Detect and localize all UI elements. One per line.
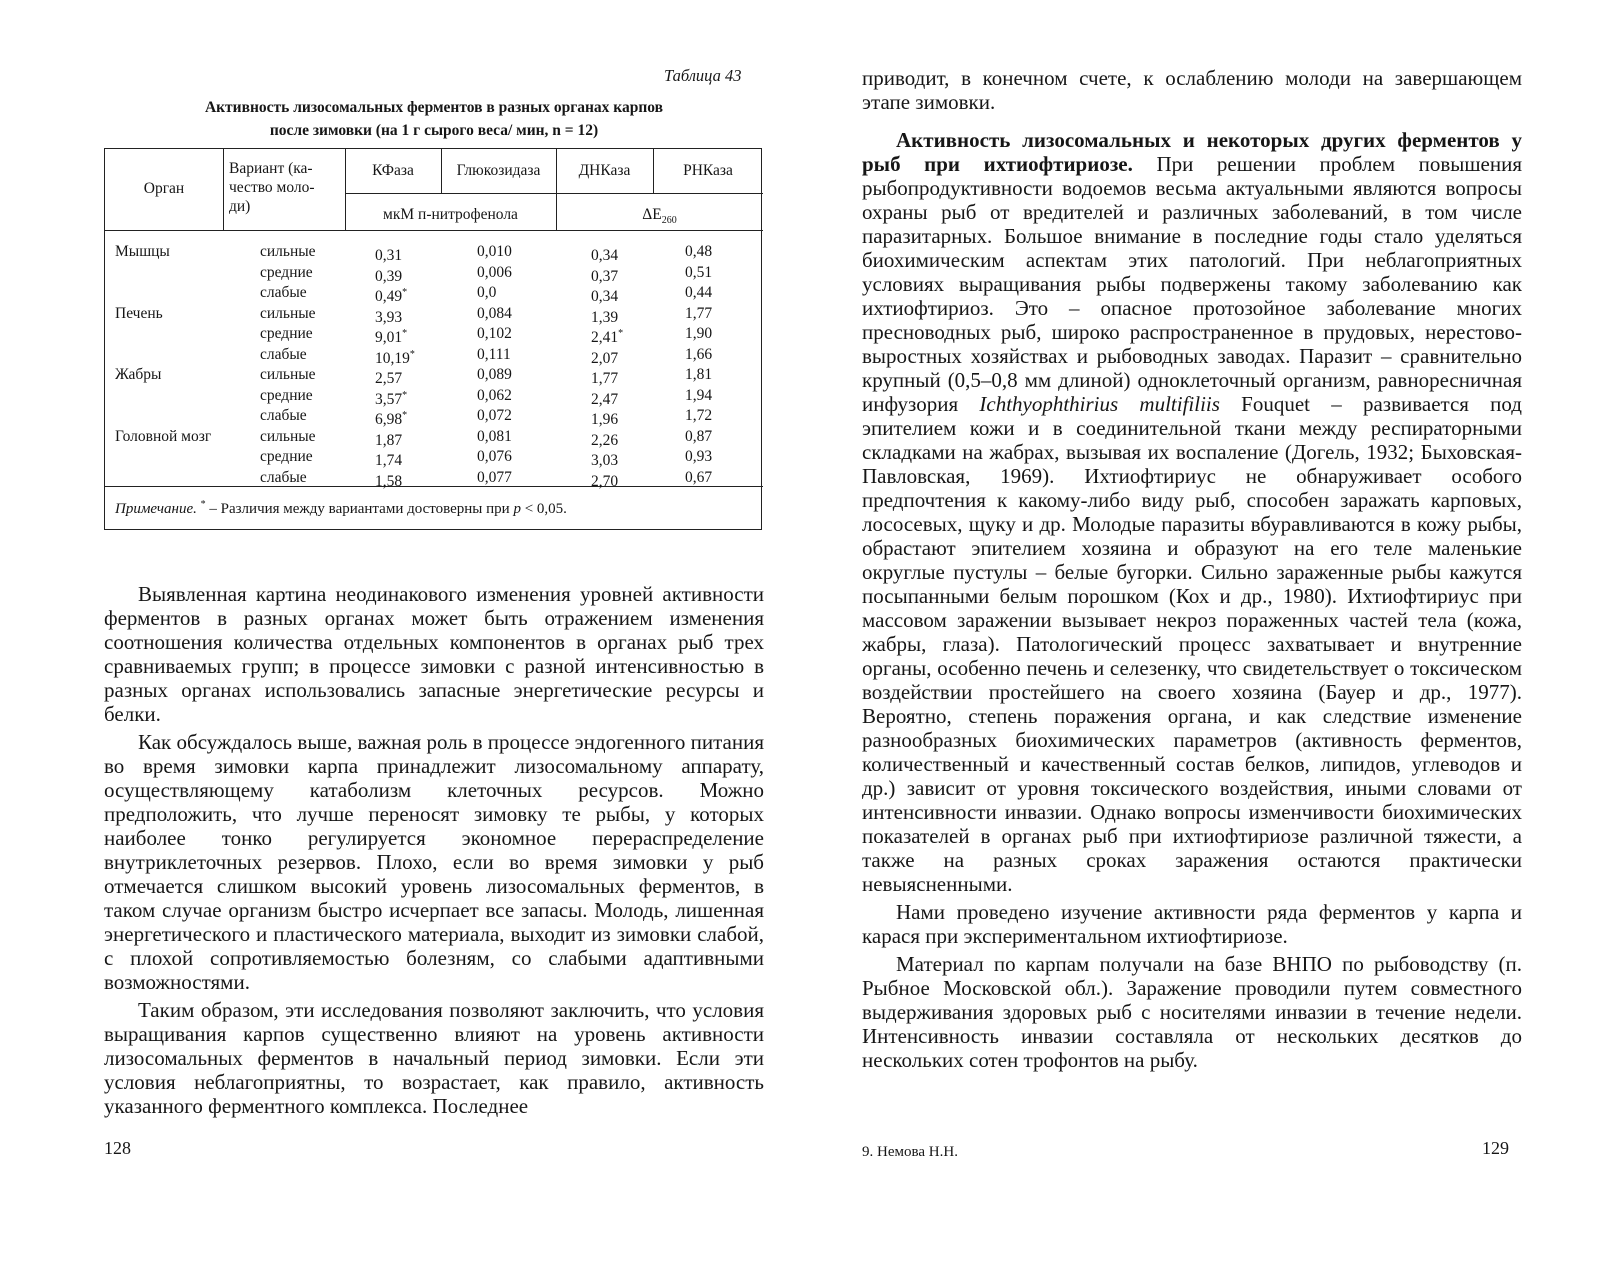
- table-cell-variant: средние: [260, 448, 313, 465]
- table-cell-kfaza: 10,19*: [375, 348, 415, 367]
- table-cell-dnk: 1,39: [591, 308, 619, 326]
- table-cell-variant: слабые: [260, 284, 307, 301]
- table-cell-rnk: 1,66: [685, 345, 713, 363]
- table-cell-gluc: 0,089: [477, 366, 512, 383]
- table-cell-dnk: 1,77: [591, 370, 619, 388]
- table-cell-gluc: 0,084: [477, 304, 512, 322]
- table-cell-variant: сильные: [260, 304, 316, 322]
- continuation-paragraph: приводит, в конечном счете, к ослаблению молоди на завершающем этапе зимовки.: [862, 66, 1522, 114]
- table-cell-kfaza: 0,39: [375, 267, 403, 285]
- table-cell-variant: средние: [260, 325, 313, 342]
- table-cell-rnk: 0,44: [685, 284, 713, 301]
- table-cell-rnk: 0,87: [685, 427, 713, 445]
- header-organ: Орган: [143, 180, 185, 197]
- header-unit-left: мкМ п-нитрофенола: [383, 206, 518, 223]
- table-cell-variant: сильные: [260, 427, 316, 445]
- table-cell-kfaza: 3,57*: [375, 389, 408, 408]
- table-cell-organ: Жабры: [115, 366, 162, 383]
- table-cell-variant: слабые: [260, 407, 307, 424]
- header-glucosidase: Глюкозидаза: [456, 162, 541, 179]
- table-cell-rnk: 1,72: [685, 407, 713, 424]
- table-cell-gluc: 0,102: [477, 325, 512, 342]
- footer-author: 9. Немова Н.Н.: [862, 1144, 958, 1160]
- table-cell-variant: средние: [260, 386, 313, 404]
- table-cell-kfaza: 2,57: [375, 370, 403, 388]
- table-title-line2: после зимовки (на 1 г сырого веса/ мин, n = 12): [269, 122, 599, 139]
- right-body-text: [862, 66, 1522, 1076]
- table-cell-gluc: 0,072: [477, 407, 512, 424]
- table-cell-dnk: 1,96: [591, 411, 619, 429]
- section-paragraph: Активность лизосомальных и некоторых других ферментов у рыб при ихтиофтириозе. При решении проблем повышения рыбопродуктивности водоемов весьма актуальными являются вопросы охраны рыб от вредителей и различных заболеваний, в том числе паразитарных. Большое внимание в последние годы стало уделяться биохимическим аспектам этих патологий. При неблагоприятных условиях выращивания рыбы подвержены такому заболеванию как ихтиофтириоз. Это – опасное протозойное заболевание многих пресноводных рыб, широко распространенное в прудовых, нерестово-выростных хозяйствах и рыбоводных заводах. Паразит – сравнительно крупный (0,5–0,8 мм длиной) одноклеточный организм, равноресничная инфузория Ichthyophthirius multifiliis Fouquet – развивается под эпителием кожи и в соединительной ткани между респираторными складками на жабрах, вызывая их воспаление (Догель, 1932; Быховская-Павловская, 1969). Ихтиофтириус не обнаруживает особого предпочтения к какому-либо виду рыб, способен заражать карповых, лососевых, щуку и др. Молодые паразиты вбуравливаются в кожу рыбы, обрастают эпителием хозяина и образуют на его теле маленькие округлые пустулы – белые бугорки. Сильно зараженные рыбы кажутся посыпанными белым порошком (Кох и др., 1980). Ихтиофтириус при массовом заражении вызывает некроз пораженных частей тела (кожа, жабры, глаза). Патологический процесс захватывает и внутренние органы, особенно печень и селезенку, что свидетельствует о токсическом воздействии простейшего на своего хозяина (Бауер и др., 1977). Вероятно, степень поражения органа, и как следствие изменение разнообразных биохимических параметров (активность ферментов, количественный и качественный состав белков, липидов, углеводов и др.) зависит от уровня токсического воздействия, иными словами от интенсивности инвазии. Однако вопросы изменчивости биохимических показателей в органах рыб при ихтиофтириозе различной тяжести, а также на разных сроках заражения остаются практически невыясненными.: [862, 128, 1523, 896]
- table-cell-gluc: 0,062: [477, 386, 512, 404]
- table-cell-dnk: 2,07: [591, 349, 619, 367]
- table-cell-variant: сильные: [260, 366, 316, 383]
- table-cell-kfaza: 6,98*: [375, 410, 408, 429]
- header-kfaza: КФаза: [372, 162, 414, 179]
- left-body-text: [104, 582, 764, 1122]
- table-cell-dnk: 2,41*: [591, 328, 624, 347]
- paragraph: Нами проведено изучение активности ряда ферментов у карпа и карася при экспериментальном ихтиофтириозе.: [862, 900, 1522, 948]
- table-label: Таблица 43: [664, 66, 742, 85]
- table-cell-rnk: 1,90: [685, 325, 713, 342]
- table-cell-rnk: 0,48: [685, 243, 713, 260]
- table-cell-organ: Головной мозг: [115, 427, 212, 445]
- table-cell-kfaza: 1,87: [375, 431, 403, 449]
- section-heading: Активность лизосомальных и некоторых других ферментов у рыб при ихтиофтириозе.: [862, 128, 1522, 176]
- table-cell-rnk: 0,67: [685, 468, 713, 486]
- table-cell-variant: сильные: [260, 243, 316, 260]
- table-cell-dnk: 3,03: [591, 452, 619, 470]
- paragraph: Как обсуждалось выше, важная роль в процессе эндогенного питания во время зимовки карпа принадлежит лизосомальному аппарату, осуществляющему катаболизм клеточных ресурсов. Можно предположить, что лучше переносят зимовку те рыбы, у которых наиболее тонко регулируется экономное перераспределение внутриклеточных резервов. Плохо, если во время зимовки у рыб отмечается слишком высокий уровень лизосомальных ферментов, в таком случае организм быстро исчерпает все запасы. Молодь, лишенная энергетического и пластического материала, выходит из зимовки слабой, с плохой сопротивляемостью болезням, со слабыми адаптивными возможностями.: [104, 730, 764, 994]
- table-cell-rnk: 0,93: [685, 448, 713, 465]
- table-cell-rnk: 1,94: [685, 386, 713, 404]
- header-dnkaza: ДНКаза: [578, 162, 631, 179]
- table-title: [104, 96, 764, 142]
- table-cell-dnk: 2,26: [591, 431, 619, 449]
- table-cell-gluc: 0,010: [477, 243, 512, 260]
- table-cell-gluc: 0,0: [477, 284, 497, 301]
- species-name: Ichthyophthirius multifiliis: [979, 392, 1220, 416]
- table-cell-rnk: 1,81: [685, 366, 713, 383]
- table-cell-dnk: 0,37: [591, 267, 619, 285]
- table-cell-kfaza: 9,01*: [375, 328, 408, 347]
- table-cell-dnk: 2,70: [591, 472, 619, 490]
- table-note: Примечание. * – Различия между вариантами достоверны при p < 0,05.: [115, 499, 567, 517]
- paragraph: Материал по карпам получали на базе ВНПО по рыбоводству (п. Рыбное Московской обл.). Заражение проводили путем совместного выдерживания здоровых рыб с носителями инвазии в течение недели. Интенсивность инвазии составляла от нескольких десятков до нескольких сотен трофонтов на рыбу.: [862, 952, 1522, 1072]
- table-cell-gluc: 0,111: [477, 345, 511, 363]
- page-number-right: 129: [1482, 1138, 1509, 1158]
- table-cell-variant: средние: [260, 263, 313, 281]
- table-cell-gluc: 0,076: [477, 448, 512, 465]
- table-cell-organ: Печень: [115, 304, 163, 322]
- table-title-line1: Активность лизосомальных ферментов в разных органах карпов: [204, 99, 664, 116]
- table-cell-kfaza: 1,74: [375, 452, 403, 470]
- header-rnkaza: РНКаза: [683, 162, 733, 179]
- paragraph: Выявленная картина неодинакового изменения уровней активности ферментов в разных органах может быть отражением изменения соотношения количества отдельных компонентов в органах рыб трех сравниваемых групп; в процессе зимовки с разной интенсивностью в разных органах использовались запасные энергетические ресурсы и белки.: [104, 582, 764, 726]
- table-cell-variant: слабые: [260, 345, 307, 363]
- table-cell-variant: слабые: [260, 468, 307, 486]
- enzyme-table: [104, 148, 762, 530]
- header-unit-right: $\Delta E_{260}$: [642, 206, 677, 227]
- table-cell-dnk: 0,34: [591, 288, 619, 306]
- table-cell-gluc: 0,006: [477, 263, 512, 281]
- table-cell-kfaza: 3,93: [375, 308, 403, 326]
- paragraph: Таким образом, эти исследования позволяют заключить, что условия выращивания карпов существенно влияют на уровень активности лизосомальных ферментов в начальный период зимовки. Если эти условия неблагоприятны, то возрастает, как правило, активность указанного ферментного комплекса. Последнее: [104, 998, 764, 1118]
- page-number-left: 128: [104, 1138, 131, 1158]
- table-cell-dnk: 2,47: [591, 390, 619, 408]
- header-variant: Вариант (ка- чество моло- ди): [229, 160, 315, 215]
- table-cell-organ: Мышцы: [115, 243, 170, 260]
- table-cell-rnk: 0,51: [685, 263, 713, 281]
- table-cell-rnk: 1,77: [685, 304, 713, 322]
- table-cell-kfaza: 0,49*: [375, 287, 408, 306]
- table-cell-kfaza: 1,58: [375, 472, 403, 490]
- table-cell-kfaza: 0,31: [375, 247, 403, 265]
- table-cell-gluc: 0,077: [477, 468, 512, 486]
- table-cell-gluc: 0,081: [477, 427, 512, 445]
- table-cell-dnk: 0,34: [591, 247, 619, 265]
